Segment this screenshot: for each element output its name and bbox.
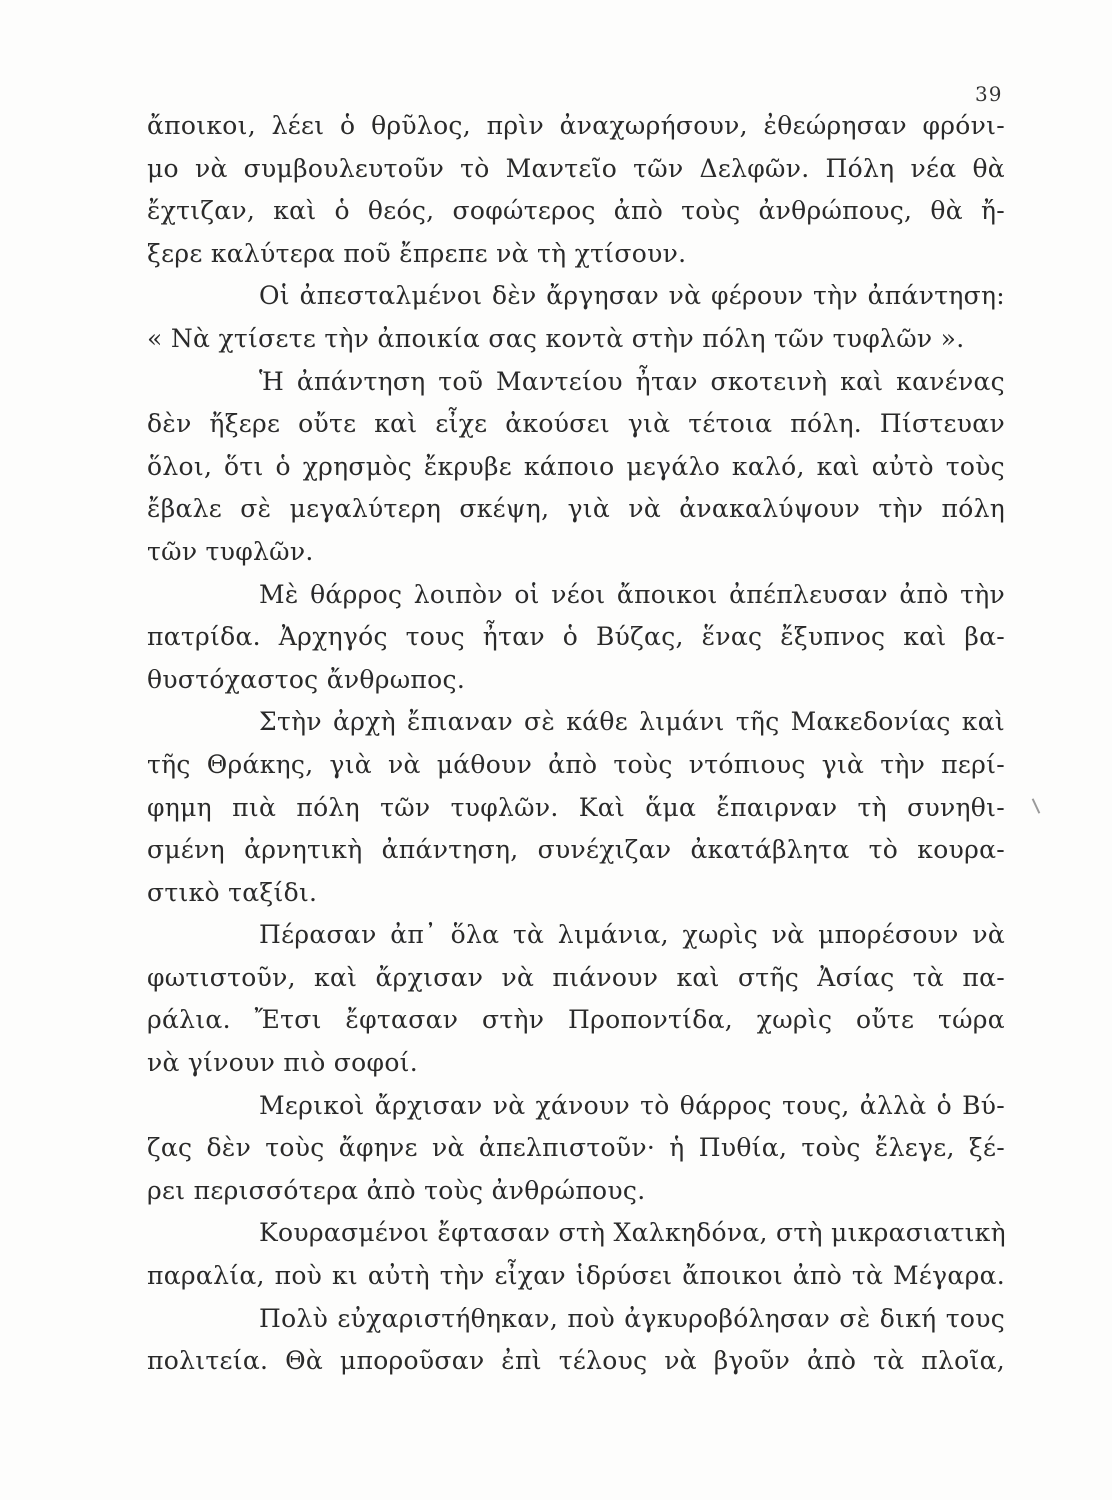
text-line: θυστόχαστος ἄνθρωπος. <box>147 664 466 694</box>
text-line: πολιτεία. Θὰ μποροῦσαν ἐπὶ τέλους νὰ βγοῦν ἀπὸ τὰ πλοῖα, <box>147 1346 1005 1376</box>
paragraph-first-line: Πολὺ εὐχαριστήθηκαν, ποὺ ἀγκυροβόλησαν σὲ δική τους <box>259 1303 1005 1333</box>
text-line: ἄποικοι, λέει ὁ θρῦλος, πρὶν ἀναχωρήσουν, ἐθεώρησαν φρόνι- <box>147 111 1005 140</box>
body-text <box>147 105 1005 1383</box>
paragraph-first-line: Μὲ θάρρος λοιπὸν οἱ νέοι ἄποικοι ἀπέπλευσαν ἀπὸ τὴν <box>259 579 1005 609</box>
text-line: παραλία, ποὺ κι αὐτὴ τὴν εἶχαν ἱδρύσει ἄποικοι ἀπὸ τὰ Μέγαρα. <box>147 1261 1005 1291</box>
text-line: σμένη ἀρνητικὴ ἀπάντηση, συνέχιζαν ἀκατάβλητα τὸ κουρα- <box>147 835 1005 865</box>
text-line: ρει περισσότερα ἀπὸ τοὺς ἀνθρώπους. <box>147 1175 646 1205</box>
text-line: νὰ γίνουν πιὸ σοφοί. <box>147 1048 419 1078</box>
text-line: ζας δὲν τοὺς ἄφηνε νὰ ἀπελπιστοῦν· ἡ Πυθία, τοὺς ἔλεγε, ξέ- <box>147 1133 1005 1163</box>
text-line: ὅλοι, ὅτι ὁ χρησμὸς ἔκρυβε κάποιο μεγάλο καλό, καὶ αὐτὸ τοὺς <box>147 451 1005 481</box>
text-line: ξερε καλύτερα ποῦ ἔπρεπε νὰ τὴ χτίσουν. <box>147 238 687 268</box>
text-line: « Νὰ χτίσετε τὴν ἀποικία σας κοντὰ στὴν πόλη τῶν τυφλῶν ». <box>147 323 965 353</box>
paragraph-first-line: Οἱ ἀπεσταλμένοι δὲν ἄργησαν νὰ φέρουν τὴν ἀπάντηση: <box>259 281 1005 311</box>
paragraph-first-line: Πέρασαν ἀπ᾿ ὅλα τὰ λιμάνια, χωρὶς νὰ μπορέσουν νὰ <box>259 920 1005 950</box>
text-line: στικὸ ταξίδι. <box>147 877 318 907</box>
text-line: φωτιστοῦν, καὶ ἄρχισαν νὰ πιάνουν καὶ στῆς Ἀσίας τὰ πα- <box>147 962 1005 992</box>
text-line: ἔχτιζαν, καὶ ὁ θεός, σοφώτερος ἀπὸ τοὺς ἀνθρώπους, θὰ ἤ- <box>147 196 1005 226</box>
text-line: πατρίδα. Ἀρχηγός τους ἦταν ὁ Βύζας, ἕνας ἔξυπνος καὶ βα- <box>147 622 1005 652</box>
text-line: φημη πιὰ πόλη τῶν τυφλῶν. Καὶ ἅμα ἔπαιρναν τὴ συνηθι- <box>147 792 1005 822</box>
text-line: ράλια. Ἔτσι ἔφτασαν στὴν Προποντίδα, χωρὶς οὔτε τώρα <box>147 1005 1005 1035</box>
text-line: τῶν τυφλῶν. <box>147 536 314 566</box>
page-number: 39 <box>975 82 1003 106</box>
paragraph-first-line: Στὴν ἀρχὴ ἔπιαναν σὲ κάθε λιμάνι τῆς Μακεδονίας καὶ <box>259 707 1005 737</box>
text-line: τῆς Θράκης, γιὰ νὰ μάθουν ἀπὸ τοὺς ντόπιους γιὰ τὴν περί- <box>147 749 1005 779</box>
paragraph-first-line: Κουρασμένοι ἔφτασαν στὴ Χαλκηδόνα, στὴ μικρασιατικὴ <box>259 1218 1006 1248</box>
text-line: ἔβαλε σὲ μεγαλύτερη σκέψη, γιὰ νὰ ἀνακαλύψουν τὴν πόλη <box>147 494 1005 524</box>
text-line: δὲν ἤξερε οὔτε καὶ εἶχε ἀκούσει γιὰ τέτοια πόλη. Πίστευαν <box>147 409 1005 439</box>
text-line: μο νὰ συμβουλευτοῦν τὸ Μαντεῖο τῶν Δελφῶν. Πόλη νέα θὰ <box>147 153 1005 183</box>
paragraph-first-line: Μερικοὶ ἄρχισαν νὰ χάνουν τὸ θάρρος τους, ἀλλὰ ὁ Βύ- <box>259 1090 1005 1120</box>
scan-mark <box>1032 798 1041 813</box>
paragraph-first-line: Ἡ ἀπάντηση τοῦ Μαντείου ἦταν σκοτεινὴ καὶ κανένας <box>259 366 1005 396</box>
